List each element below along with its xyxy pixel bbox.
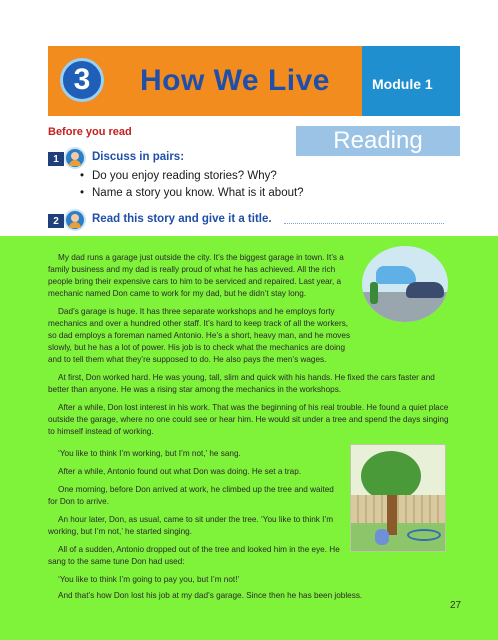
title-answer-line <box>284 223 444 224</box>
story-paragraph: An hour later, Don, as usual, came to sit under the tree. ‘You like to think I’m working, but I’m not,’ he started singing. <box>48 515 334 536</box>
reading-person-icon <box>64 209 86 231</box>
story-paragraph: At first, Don worked hard. He was young, tall, slim and quick with his hands. He fixed the cars faster and better than anyone. He was a rising star among the mechanics in the workshops. <box>48 373 435 394</box>
task-1-number: 1 <box>48 152 64 166</box>
before-you-read-heading: Before you read <box>48 126 132 138</box>
task-1-prompt: Discuss in pairs: <box>92 151 185 163</box>
task-1-bullet: • Do you enjoy reading stories? Why? <box>92 170 277 182</box>
reading-section-tab: Reading <box>296 126 460 156</box>
story-paragraph: My dad runs a garage just outside the city. It’s the biggest garage in town. It’s a family business and my dad is really proud of what he has achieved. All the rich people bring their expensive cars to him to be serviced and repaired. Last year, a mechanic named Don came to work for my dad, but he didn’t stay long. <box>48 253 344 298</box>
story-paragraph: After a while, Antonio found out what Don was doing. He set a trap. <box>58 467 302 476</box>
garage-illustration <box>362 246 448 322</box>
story-paragraph: Dad’s garage is huge. It has three separate workshops and he employs forty mechanics and over a hundred other staff. It’s hard to keep track of all the workers, so dad employs a foreman named Antonio. He’s a short, heavy man, and he moves slowly, but he has a lot of power. His job is to check what the mechanics are doing and to tell them what they’re supposed to do. He also pays the men’s wages. <box>48 307 351 364</box>
story-paragraph: ‘You like to think I’m going to pay you, but I’m not!’ <box>58 575 240 584</box>
tree-illustration <box>350 444 446 552</box>
story-paragraph: And that’s how Don lost his job at my dad’s garage. Since then he has been jobless. <box>58 591 363 600</box>
module-label: Module 1 <box>372 76 433 92</box>
pair-discussion-icon <box>64 147 86 169</box>
task-1-bullet: • Name a story you know. What is it about? <box>92 187 304 199</box>
story-paragraph: All of a sudden, Antonio dropped out of the tree and looked him in the eye. He sang to the same tune Don had used: <box>48 545 340 566</box>
task-2-prompt: Read this story and give it a title. <box>92 213 272 225</box>
story-paragraph: After a while, Don lost interest in his work. That was the beginning of his real trouble. He found a quiet place outside the garage, where no one could see or hear him. He would sit under a tree and spend the days singing to himself instead of working. <box>48 403 449 436</box>
story-paragraph: ‘You like to think I’m working, but I’m not,’ he sang. <box>58 449 241 458</box>
unit-number-badge: 3 <box>60 58 104 102</box>
page-number: 27 <box>450 600 462 611</box>
module-label-box <box>362 46 460 116</box>
task-2-number: 2 <box>48 214 64 228</box>
story-paragraph: One morning, before Don arrived at work, he climbed up the tree and waited for Don to arrive. <box>48 485 334 506</box>
unit-title: How We Live <box>140 64 330 97</box>
